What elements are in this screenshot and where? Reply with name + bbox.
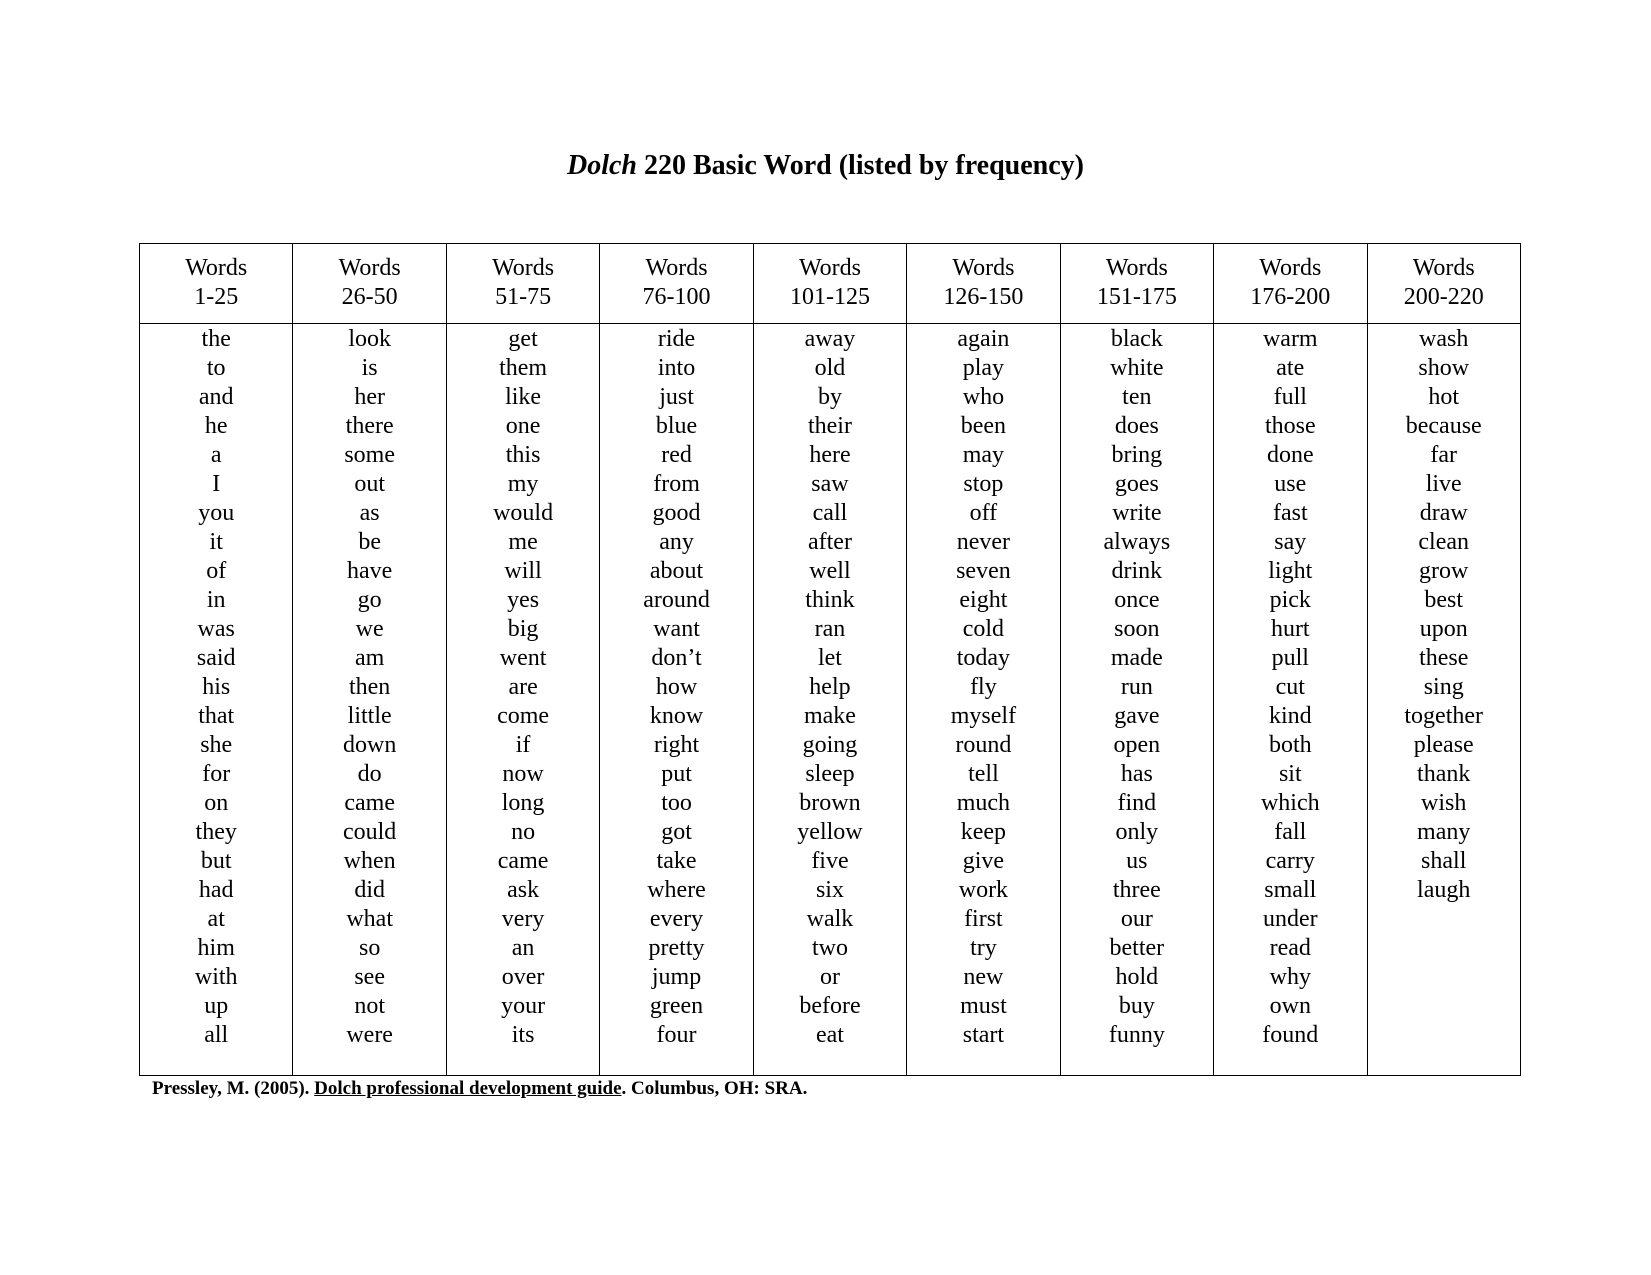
- sight-word: every: [649, 906, 704, 932]
- sight-word: when: [343, 848, 396, 874]
- sight-word: know: [649, 703, 704, 729]
- sight-word: take: [656, 848, 697, 874]
- sight-word: me: [508, 529, 538, 555]
- sight-word: it: [209, 529, 223, 555]
- sight-word: very: [501, 906, 545, 932]
- column-word-list: [1061, 324, 1213, 1050]
- column-header: [907, 244, 1059, 324]
- sight-word: well: [809, 558, 851, 584]
- sight-word: once: [1114, 587, 1160, 613]
- sight-word: have: [347, 558, 393, 584]
- column-header: [1061, 244, 1213, 324]
- column-header-range: 51-75: [495, 283, 552, 310]
- sight-word: far: [1430, 442, 1458, 468]
- sight-word: own: [1269, 993, 1311, 1019]
- word-column: [754, 244, 907, 1075]
- sight-word: funny: [1108, 1022, 1165, 1048]
- column-header-label: Words: [798, 255, 861, 281]
- sight-word: buy: [1118, 993, 1155, 1019]
- sight-word: go: [357, 587, 382, 613]
- column-word-list: [600, 324, 752, 1050]
- sight-word: made: [1110, 645, 1163, 671]
- sight-word: red: [661, 442, 692, 468]
- word-column: [1061, 244, 1214, 1075]
- sight-word: let: [817, 645, 842, 671]
- sight-word: after: [807, 529, 852, 555]
- sight-word: small: [1264, 877, 1317, 903]
- sight-word: his: [202, 674, 231, 700]
- sight-word: away: [804, 326, 856, 352]
- sight-word: its: [511, 1022, 535, 1048]
- sight-word: clean: [1418, 529, 1470, 555]
- sight-word: does: [1114, 413, 1159, 439]
- sight-word: just: [659, 384, 694, 410]
- sight-word: they: [195, 819, 237, 845]
- sight-word: show: [1418, 355, 1470, 381]
- column-header-label: Words: [185, 255, 248, 281]
- sight-word: good: [652, 500, 701, 526]
- sight-word: where: [647, 877, 706, 903]
- sight-word: in: [206, 587, 226, 613]
- sight-word: thank: [1417, 761, 1471, 787]
- sight-word: ate: [1276, 355, 1305, 381]
- sight-word: done: [1266, 442, 1314, 468]
- column-header-range: 76-100: [642, 283, 711, 310]
- sight-word: to: [206, 355, 226, 381]
- sight-word: six: [815, 877, 844, 903]
- citation-author: Pressley, M. (2005).: [152, 1078, 315, 1099]
- sight-word: all: [204, 1022, 229, 1048]
- sight-word: green: [649, 993, 704, 1019]
- sight-word: keep: [960, 819, 1007, 845]
- column-header-range: 101-125: [789, 283, 870, 310]
- sight-word: you: [198, 500, 235, 526]
- sight-word: under: [1262, 906, 1318, 932]
- column-header: [1214, 244, 1366, 324]
- sight-word: right: [653, 732, 700, 758]
- sight-word: how: [655, 674, 698, 700]
- sight-word: before: [799, 993, 861, 1019]
- sight-word: did: [354, 877, 385, 903]
- word-column: [600, 244, 753, 1075]
- word-column: [140, 244, 293, 1075]
- sight-word: said: [196, 645, 236, 671]
- sight-word: I: [212, 471, 221, 497]
- sight-word: around: [643, 587, 710, 613]
- sight-word: if: [515, 732, 531, 758]
- sight-word: play: [962, 355, 1005, 381]
- column-header: [140, 244, 292, 324]
- title-rest: 220 Basic Word (listed by frequency): [637, 150, 1084, 181]
- sight-word: found: [1262, 1022, 1319, 1048]
- column-header: [1368, 244, 1520, 324]
- sight-word: drink: [1111, 558, 1163, 584]
- sight-word: shall: [1421, 848, 1467, 874]
- sight-word: three: [1112, 877, 1161, 903]
- sight-word: ran: [814, 616, 846, 642]
- sight-word: these: [1419, 645, 1469, 671]
- column-header-label: Words: [338, 255, 401, 281]
- sight-word: of: [206, 558, 227, 584]
- sight-word: be: [358, 529, 381, 555]
- word-table: [139, 243, 1521, 1076]
- sight-word: write: [1112, 500, 1162, 526]
- sight-word: use: [1274, 471, 1307, 497]
- column-header-range: 26-50: [341, 283, 398, 310]
- word-column: [907, 244, 1060, 1075]
- column-header: [447, 244, 599, 324]
- column-header-label: Words: [645, 255, 708, 281]
- sight-word: work: [958, 877, 1009, 903]
- sight-word: fall: [1274, 819, 1307, 845]
- sight-word: had: [198, 877, 234, 903]
- sight-word: try: [970, 935, 997, 961]
- sight-word: from: [653, 471, 700, 497]
- sight-word: our: [1120, 906, 1153, 932]
- sight-word: pull: [1271, 645, 1309, 671]
- sight-word: get: [508, 326, 538, 352]
- sight-word: here: [809, 442, 851, 468]
- sight-word: like: [505, 384, 542, 410]
- sight-word: them: [499, 355, 548, 381]
- column-header-range: 1-25: [194, 283, 239, 310]
- sight-word: those: [1264, 413, 1316, 439]
- sight-word: as: [359, 500, 380, 526]
- sight-word: went: [499, 645, 547, 671]
- sight-word: today: [956, 645, 1011, 671]
- sight-word: jump: [651, 964, 702, 990]
- sight-word: tell: [968, 761, 999, 787]
- sight-word: could: [342, 819, 397, 845]
- sight-word: four: [656, 1022, 697, 1048]
- sight-word: don’t: [651, 645, 702, 671]
- sight-word: cut: [1275, 674, 1305, 700]
- sight-word: over: [501, 964, 545, 990]
- sight-word: into: [657, 355, 696, 381]
- sight-word: am: [354, 645, 385, 671]
- sight-word: gave: [1114, 703, 1160, 729]
- sight-word: fly: [970, 674, 997, 700]
- sight-word: has: [1120, 761, 1153, 787]
- sight-word: give: [962, 848, 1005, 874]
- column-header-range: 176-200: [1250, 283, 1331, 310]
- sight-word: pick: [1269, 587, 1311, 613]
- sight-word: ride: [657, 326, 696, 352]
- sight-word: walk: [806, 906, 854, 932]
- sight-word: pretty: [648, 935, 705, 961]
- word-column: [1368, 244, 1520, 1075]
- sight-word: brown: [799, 790, 861, 816]
- sight-word: your: [501, 993, 546, 1019]
- sight-word: soon: [1114, 616, 1160, 642]
- sight-word: her: [354, 384, 385, 410]
- sight-word: live: [1425, 471, 1462, 497]
- citation-publisher: . Columbus, OH: SRA.: [621, 1078, 808, 1099]
- column-word-list: [754, 324, 906, 1050]
- sight-word: no: [511, 819, 536, 845]
- sight-word: help: [809, 674, 851, 700]
- sight-word: both: [1268, 732, 1312, 758]
- sight-word: better: [1109, 935, 1165, 961]
- sight-word: see: [354, 964, 385, 990]
- sight-word: came: [497, 848, 549, 874]
- sight-word: their: [807, 413, 852, 439]
- page-title: [0, 148, 1651, 184]
- sight-word: together: [1404, 703, 1484, 729]
- sight-word: never: [956, 529, 1011, 555]
- sight-word: are: [508, 674, 538, 700]
- sight-word: a: [210, 442, 222, 468]
- sight-word: stop: [963, 471, 1004, 497]
- sight-word: will: [504, 558, 542, 584]
- column-word-list: [1368, 324, 1520, 905]
- sight-word: some: [344, 442, 395, 468]
- sight-word: the: [201, 326, 231, 352]
- sight-word: goes: [1114, 471, 1159, 497]
- sight-word: again: [957, 326, 1010, 352]
- sight-word: so: [358, 935, 381, 961]
- sight-word: look: [348, 326, 391, 352]
- sight-word: new: [963, 964, 1004, 990]
- sight-word: want: [653, 616, 700, 642]
- sight-word: full: [1273, 384, 1307, 410]
- sight-word: by: [817, 384, 842, 410]
- sight-word: who: [962, 384, 1005, 410]
- sight-word: say: [1274, 529, 1307, 555]
- sight-word: down: [342, 732, 397, 758]
- sight-word: him: [197, 935, 235, 961]
- sight-word: white: [1110, 355, 1164, 381]
- sight-word: long: [501, 790, 545, 816]
- sight-word: best: [1424, 587, 1464, 613]
- sight-word: must: [960, 993, 1007, 1019]
- sight-word: two: [811, 935, 848, 961]
- sight-word: up: [204, 993, 229, 1019]
- sight-word: and: [198, 384, 234, 410]
- sight-word: yellow: [797, 819, 863, 845]
- column-header-range: 126-150: [943, 283, 1024, 310]
- sight-word: call: [812, 500, 848, 526]
- sight-word: laugh: [1417, 877, 1471, 903]
- sight-word: run: [1120, 674, 1153, 700]
- sight-word: we: [355, 616, 384, 642]
- column-header: [293, 244, 445, 324]
- sight-word: us: [1126, 848, 1148, 874]
- sight-word: why: [1269, 964, 1311, 990]
- citation-work-title: Dolch professional development guide: [314, 1078, 622, 1099]
- column-word-list: [1214, 324, 1366, 1050]
- sight-word: think: [805, 587, 855, 613]
- sight-word: about: [649, 558, 704, 584]
- sight-word: wish: [1421, 790, 1467, 816]
- sight-word: he: [204, 413, 228, 439]
- sight-word: would: [493, 500, 554, 526]
- sight-word: sit: [1278, 761, 1302, 787]
- sight-word: upon: [1419, 616, 1468, 642]
- sight-word: were: [346, 1022, 393, 1048]
- sight-word: that: [198, 703, 235, 729]
- sight-word: first: [964, 906, 1003, 932]
- sight-word: black: [1110, 326, 1163, 352]
- sight-word: old: [814, 355, 846, 381]
- sight-word: put: [661, 761, 692, 787]
- sight-word: too: [661, 790, 692, 816]
- sight-word: start: [962, 1022, 1005, 1048]
- word-column: [293, 244, 446, 1075]
- sight-word: please: [1413, 732, 1474, 758]
- column-word-list: [140, 324, 292, 1050]
- sight-word: my: [507, 471, 539, 497]
- sight-word: read: [1269, 935, 1311, 961]
- sight-word: blue: [655, 413, 698, 439]
- sight-word: got: [661, 819, 692, 845]
- sight-word: for: [202, 761, 231, 787]
- sight-word: grow: [1419, 558, 1469, 584]
- sight-word: going: [802, 732, 858, 758]
- sight-word: wash: [1419, 326, 1469, 352]
- sight-word: off: [969, 500, 998, 526]
- sight-word: may: [962, 442, 1005, 468]
- sight-word: she: [200, 732, 233, 758]
- word-column: [447, 244, 600, 1075]
- column-header-label: Words: [492, 255, 555, 281]
- column-header-range: 200-220: [1403, 283, 1484, 310]
- sight-word: with: [194, 964, 238, 990]
- sight-word: which: [1260, 790, 1320, 816]
- sight-word: five: [811, 848, 849, 874]
- column-word-list: [293, 324, 445, 1050]
- sight-word: do: [357, 761, 382, 787]
- sight-word: big: [507, 616, 539, 642]
- sight-word: hold: [1115, 964, 1159, 990]
- sight-word: been: [960, 413, 1007, 439]
- sight-word: came: [344, 790, 395, 816]
- sight-word: round: [955, 732, 1012, 758]
- column-word-list: [907, 324, 1059, 1050]
- column-header-range: 151-175: [1096, 283, 1177, 310]
- sight-word: come: [497, 703, 550, 729]
- sight-word: always: [1103, 529, 1171, 555]
- sight-word: draw: [1419, 500, 1468, 526]
- column-header: [754, 244, 906, 324]
- sight-word: cold: [962, 616, 1005, 642]
- sight-word: an: [511, 935, 535, 961]
- sight-word: but: [200, 848, 232, 874]
- sight-word: only: [1115, 819, 1159, 845]
- sight-word: bring: [1111, 442, 1163, 468]
- sight-word: eat: [815, 1022, 844, 1048]
- sight-word: out: [354, 471, 385, 497]
- sight-word: sing: [1423, 674, 1464, 700]
- sight-word: then: [348, 674, 391, 700]
- sight-word: one: [505, 413, 541, 439]
- sight-word: make: [803, 703, 856, 729]
- sight-word: kind: [1268, 703, 1312, 729]
- sight-word: this: [505, 442, 541, 468]
- sight-word: any: [659, 529, 694, 555]
- sight-word: ask: [507, 877, 540, 903]
- column-header-label: Words: [952, 255, 1015, 281]
- sight-word: ten: [1122, 384, 1152, 410]
- sight-word: eight: [959, 587, 1008, 613]
- sight-word: sleep: [805, 761, 855, 787]
- title-italic: Dolch: [567, 150, 637, 181]
- sight-word: or: [819, 964, 840, 990]
- sight-word: yes: [507, 587, 540, 613]
- sight-word: carry: [1265, 848, 1315, 874]
- sight-word: open: [1113, 732, 1161, 758]
- sight-word: myself: [950, 703, 1017, 729]
- sight-word: on: [204, 790, 229, 816]
- column-header: [600, 244, 752, 324]
- column-header-label: Words: [1105, 255, 1168, 281]
- column-word-list: [447, 324, 599, 1050]
- sight-word: little: [347, 703, 392, 729]
- sight-word: hot: [1428, 384, 1460, 410]
- word-column: [1214, 244, 1367, 1075]
- sight-word: warm: [1262, 326, 1318, 352]
- sight-word: hurt: [1270, 616, 1310, 642]
- column-header-label: Words: [1259, 255, 1322, 281]
- sight-word: there: [345, 413, 394, 439]
- sight-word: much: [956, 790, 1011, 816]
- sight-word: many: [1417, 819, 1471, 845]
- sight-word: seven: [956, 558, 1011, 584]
- sight-word: because: [1405, 413, 1482, 439]
- sight-word: is: [361, 355, 378, 381]
- sight-word: light: [1268, 558, 1313, 584]
- sight-word: fast: [1272, 500, 1308, 526]
- sight-word: saw: [811, 471, 849, 497]
- sight-word: at: [207, 906, 225, 932]
- sight-word: now: [502, 761, 544, 787]
- sight-word: find: [1117, 790, 1157, 816]
- sight-word: not: [354, 993, 385, 1019]
- sight-word: was: [197, 616, 235, 642]
- column-header-label: Words: [1412, 255, 1475, 281]
- sight-word: what: [346, 906, 393, 932]
- citation: [152, 1077, 807, 1101]
